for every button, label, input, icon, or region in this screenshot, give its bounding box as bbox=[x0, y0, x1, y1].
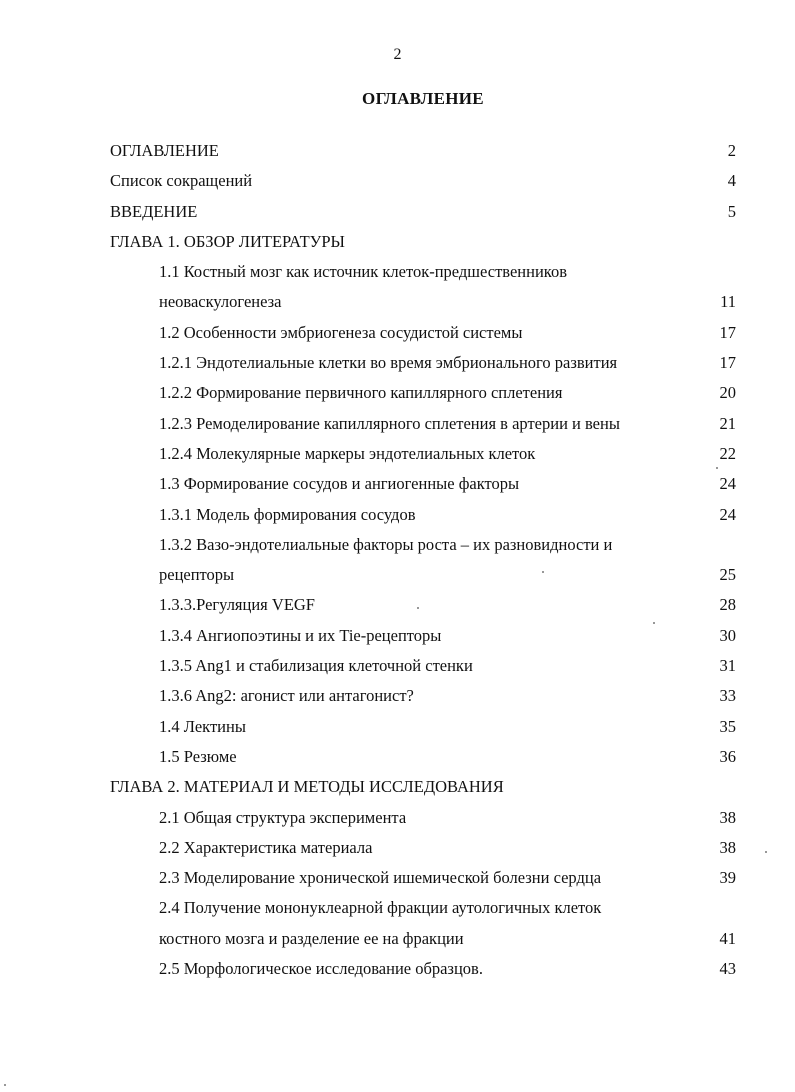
toc-entry-page: 11 bbox=[720, 292, 736, 312]
toc-entry-title: ГЛАВА 1. ОБЗОР ЛИТЕРАТУРЫ bbox=[110, 231, 345, 251]
toc-entry bbox=[0, 441, 795, 471]
toc-entry-page: 17 bbox=[719, 322, 736, 342]
toc-entry-title: 1.3.6 Ang2: агонист или антагонист? bbox=[159, 686, 414, 706]
scan-speck bbox=[716, 467, 718, 469]
toc-entry-title: 2.4 Получение мононуклеарной фракции аутологичных клеток bbox=[159, 898, 602, 918]
toc-entry-title: 2.5 Морфологическое исследование образцов. bbox=[159, 959, 483, 979]
toc-heading: ОГЛАВЛЕНИЕ bbox=[362, 89, 484, 108]
toc-entry-title: 1.3.3.Регуляция VEGF bbox=[159, 595, 315, 615]
toc-entry bbox=[0, 805, 795, 835]
page-number: 2 bbox=[393, 46, 402, 63]
toc-entry bbox=[0, 683, 795, 713]
toc-entry-page: 33 bbox=[719, 686, 736, 706]
toc-entry bbox=[0, 168, 795, 198]
toc-entry bbox=[0, 592, 795, 622]
toc-entry bbox=[0, 138, 795, 168]
toc-entry-page: 20 bbox=[719, 383, 736, 403]
toc-entry bbox=[0, 289, 795, 319]
toc-entry bbox=[0, 502, 795, 532]
toc-entry-title: 2.2 Характеристика материала bbox=[159, 837, 373, 857]
toc-entry bbox=[0, 562, 795, 592]
toc-entry-title: 1.2 Особенности эмбриогенеза сосудистой системы bbox=[159, 322, 523, 342]
toc-entry bbox=[0, 714, 795, 744]
toc-entry bbox=[0, 532, 795, 562]
toc-entry-page: 31 bbox=[719, 656, 736, 676]
toc-entry-title: 1.3.1 Модель формирования сосудов bbox=[159, 504, 416, 524]
toc-entry-page: 43 bbox=[719, 959, 736, 979]
toc-entry bbox=[0, 895, 795, 925]
toc-entry-page: 21 bbox=[719, 413, 736, 433]
toc-entry bbox=[0, 774, 795, 804]
toc-entry-page: 22 bbox=[719, 443, 736, 463]
toc-entry bbox=[0, 259, 795, 289]
toc-entry-page: 17 bbox=[719, 353, 736, 373]
toc-entry-title: 1.3.2 Вазо-эндотелиальные факторы роста – их разновидности и bbox=[159, 534, 613, 554]
toc-entry-page: 30 bbox=[719, 625, 736, 645]
toc-entry bbox=[0, 835, 795, 865]
toc-entry-title: 1.1 Костный мозг как источник клеток-предшественников bbox=[159, 262, 568, 282]
toc-entry-title: 1.3 Формирование сосудов и ангиогенные факторы bbox=[159, 474, 520, 494]
toc-entry-page: 36 bbox=[719, 746, 736, 766]
toc-entry bbox=[0, 411, 795, 441]
toc-entry-title: 1.2.2 Формирование первичного капиллярного сплетения bbox=[159, 383, 563, 403]
toc-entry-title: рецепторы bbox=[159, 565, 235, 585]
toc-entry-title: 2.3 Моделирование хронической ишемической болезни сердца bbox=[159, 868, 602, 888]
toc-entry bbox=[0, 320, 795, 350]
toc-entry-title: 1.3.5 Ang1 и стабилизация клеточной стенки bbox=[159, 656, 473, 676]
table-of-contents bbox=[0, 138, 795, 986]
toc-entry bbox=[0, 471, 795, 501]
toc-entry bbox=[0, 653, 795, 683]
toc-entry-title: ГЛАВА 2. МАТЕРИАЛ И МЕТОДЫ ИССЛЕДОВАНИЯ bbox=[110, 777, 504, 797]
toc-entry bbox=[0, 926, 795, 956]
toc-entry-title: 1.3.4 Ангиопоэтины и их Tie-рецепторы bbox=[159, 625, 442, 645]
toc-entry-page: 28 bbox=[719, 595, 736, 615]
toc-entry-page: 2 bbox=[727, 141, 736, 160]
toc-entry-page: 38 bbox=[719, 837, 736, 857]
toc-entry bbox=[0, 956, 795, 986]
toc-entry-title: 1.2.4 Молекулярные маркеры эндотелиальных клеток bbox=[159, 443, 536, 463]
toc-entry-page: 39 bbox=[719, 868, 736, 888]
scan-speck bbox=[653, 622, 655, 624]
toc-entry-page: 25 bbox=[719, 565, 736, 585]
toc-entry-page: 24 bbox=[719, 474, 736, 494]
scan-speck bbox=[4, 1084, 6, 1086]
toc-entry bbox=[0, 229, 795, 259]
toc-entry-page: 4 bbox=[727, 171, 736, 191]
toc-entry-title: ОГЛАВЛЕНИЕ bbox=[110, 141, 219, 160]
toc-entry bbox=[0, 865, 795, 895]
toc-entry-title: костного мозга и разделение ее на фракции bbox=[159, 928, 464, 948]
toc-entry-title: 2.1 Общая структура эксперимента bbox=[159, 807, 407, 827]
toc-entry bbox=[0, 380, 795, 410]
toc-entry bbox=[0, 199, 795, 229]
scan-speck bbox=[417, 607, 419, 609]
toc-entry-title: ВВЕДЕНИЕ bbox=[110, 201, 198, 221]
toc-entry-title: неоваскулогенеза bbox=[159, 292, 282, 312]
toc-entry-title: 1.2.1 Эндотелиальные клетки во время эмбрионального развития bbox=[159, 353, 618, 373]
scan-speck bbox=[765, 851, 767, 853]
toc-entry-title: 1.2.3 Ремоделирование капиллярного сплетения в артерии и вены bbox=[159, 413, 620, 433]
toc-entry-title: 1.5 Резюме bbox=[159, 746, 237, 766]
toc-entry bbox=[0, 623, 795, 653]
toc-entry-page: 38 bbox=[719, 807, 736, 827]
toc-entry-page: 5 bbox=[727, 201, 736, 221]
toc-entry bbox=[0, 744, 795, 774]
toc-entry bbox=[0, 350, 795, 380]
toc-entry-page: 41 bbox=[719, 928, 736, 948]
toc-entry-page: 24 bbox=[719, 504, 736, 524]
scan-speck bbox=[542, 571, 544, 573]
toc-entry-page: 35 bbox=[719, 716, 736, 736]
toc-entry-title: 1.4 Лектины bbox=[159, 716, 246, 736]
toc-entry-title: Список сокращений bbox=[110, 171, 253, 191]
